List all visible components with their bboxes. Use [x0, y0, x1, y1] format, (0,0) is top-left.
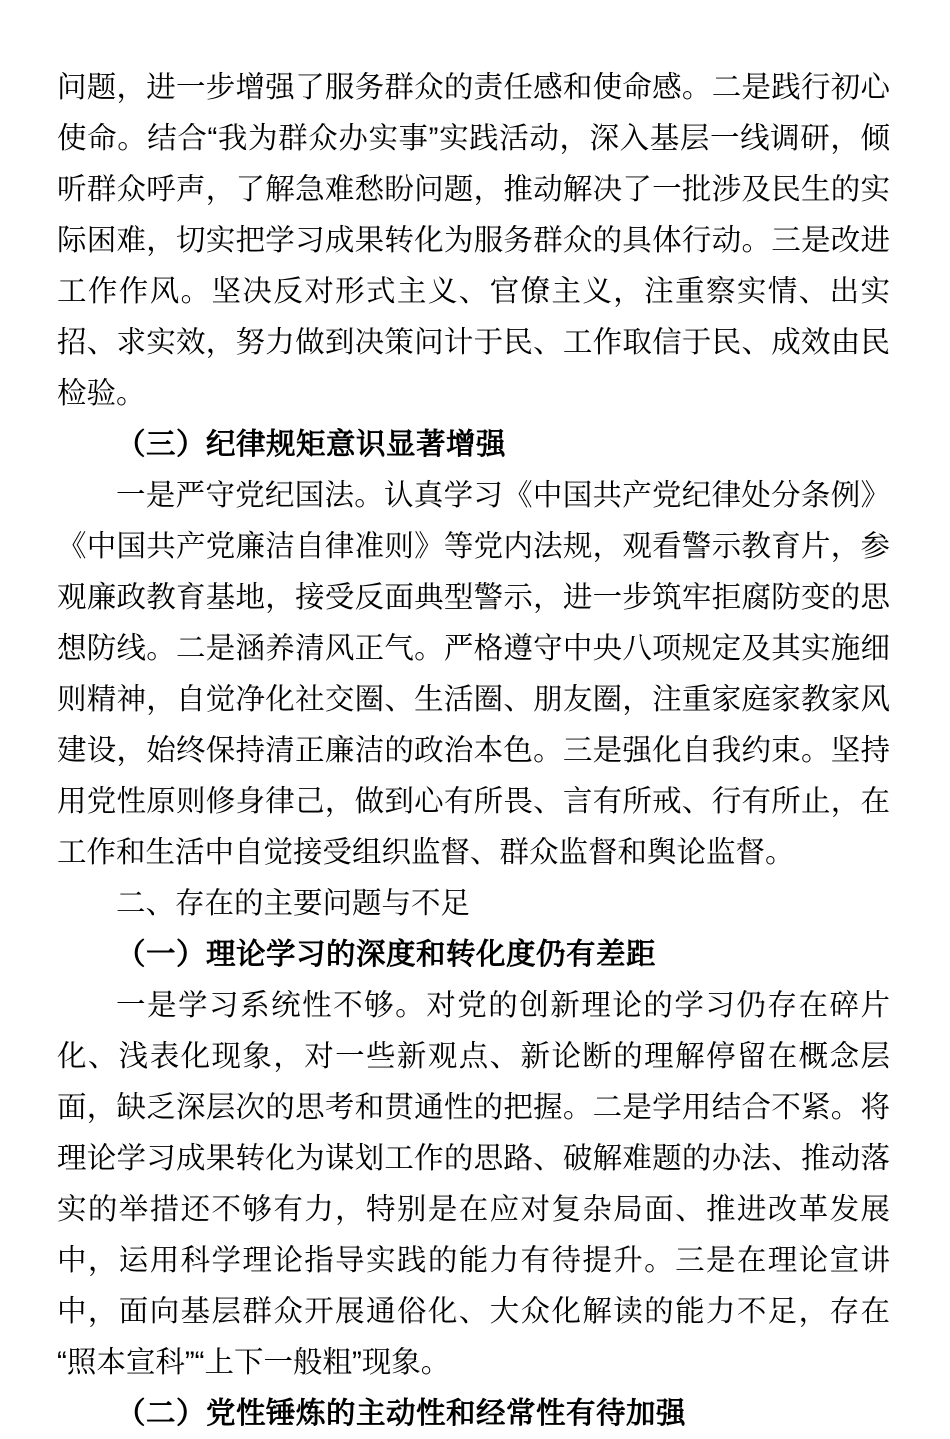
heading-party-spirit-tempering: （二）党性锤炼的主动性和经常性有待加强 [116, 1397, 687, 1430]
paragraph-theory-study: 一是学习系统性不够。对党的创新理论的学习仍存在碎片化、浅表化现象，对一些新观点、新论断的理解停留在概念层面，缺乏深层次的思考和贯通性的把握。二是学用结合不紧。将理论学习成果转化为谋划工作的思路、破解难题的办法、推动落实的举措还不够有力，特别是在应对复杂局面、推进改革发展中，运用科学理论指导实践的能力有待提升。三是在理论宣讲中，面向基层群众开展通俗化、大众化解读的能力不足，存在“照本宣科”“上下一般粗”现象。 [57, 989, 890, 1379]
paragraph-continued-first: 问题，进一步增强了服务群众的责任感和使命感。二是践行初心使命。结合“我为群众办实事”实践活动，深入基层一线调研，倾听群众呼声，了解急难愁盼问题，推动解决了一批涉及民生的实际困难，切实把学习成果转化为服务群众的具体行动。三是改进工作作风。坚决反对形式主义、官僚主义，注重察实情、出实招、求实效，努力做到决策问计于民、工作取信于民、成效由民检验。 [57, 71, 890, 410]
document-body [57, 62, 890, 1439]
heading-discipline-awareness: （三）纪律规矩意识显著增强 [116, 428, 507, 461]
heading-theory-study-gap: （一）理论学习的深度和转化度仍有差距 [116, 938, 657, 971]
heading-section-two: 二、存在的主要问题与不足 [116, 887, 471, 920]
paragraph-discipline: 一是严守党纪国法。认真学习《中国共产党纪律处分条例》《中国共产党廉洁自律准则》等党内法规，观看警示教育片，参观廉政教育基地，接受反面典型警示，进一步筑牢拒腐防变的思想防线。二是涵养清风正气。严格遵守中央八项规定及其实施细则精神，自觉净化社交圈、生活圈、朋友圈，注重家庭家教家风建设，始终保持清正廉洁的政治本色。三是强化自我约束。坚持用党性原则修身律己，做到心有所畏、言有所戒、行有所止，在工作和生活中自觉接受组织监督、群众监督和舆论监督。 [57, 479, 890, 869]
